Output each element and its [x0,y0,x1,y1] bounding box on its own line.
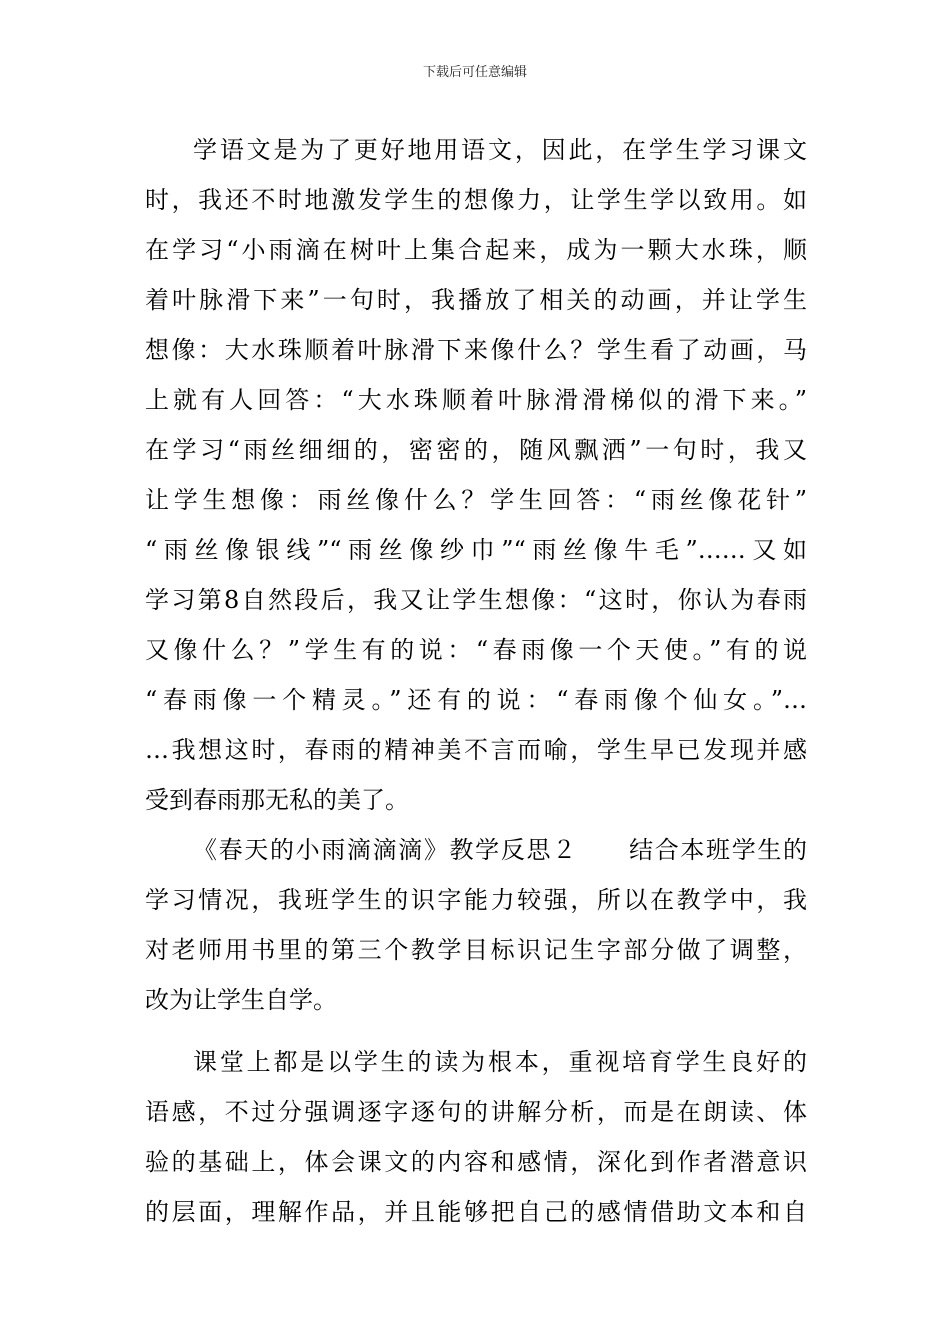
paragraph-1-line: 想像：大水珠顺着叶脉滑下来像什么？学生看了动画，马 [145,336,807,364]
paragraph-1-line: 在学习“雨丝细细的，密密的，随风飘洒”一句时，我又 [145,436,807,464]
paragraph-2-line: 《春天的小雨滴滴滴》教学反思２ 结合本班学生的 [193,836,807,864]
paragraph-1-line: 学语文是为了更好地用语文，因此，在学生学习课文 [193,136,807,164]
paragraph-1-line: 学习第8自然段后，我又让学生想像：“这时，你认为春雨 [145,586,807,614]
paragraph-spacer [145,1025,807,1037]
paragraph-1-line: 上就有人回答：“大水珠顺着叶脉滑滑梯似的滑下来。” [145,386,807,414]
paragraph-1-line: 让学生想像：雨丝像什么？学生回答：“雨丝像花针” [145,486,807,514]
paragraph-3-line: 的层面，理解作品，并且能够把自己的感情借助文本和自 [145,1198,807,1226]
paragraph-2-line: 改为让学生自学。 [145,986,337,1014]
paragraph-1-line: 着叶脉滑下来”一句时，我播放了相关的动画，并让学生 [145,286,807,314]
paragraph-1-line: 受到春雨那无私的美了。 [145,786,409,814]
paragraph-1-line: “春雨像一个精灵。”还有的说：“春雨像个仙女。”… [145,686,807,714]
paragraph-1-line: 时，我还不时地激发学生的想像力，让学生学以致用。如 [145,186,807,214]
paragraph-1-line: “雨丝像银线”“雨丝像纱巾”“雨丝像牛毛”……又如 [145,536,807,564]
paragraph-2-line: 对老师用书里的第三个教学目标识记生字部分做了调整， [145,936,807,964]
paragraph-1-line: 在学习“小雨滴在树叶上集合起来，成为一颗大水珠，顺 [145,236,807,264]
page-header: 下载后可任意编辑 [422,65,527,80]
paragraph-1-line: …我想这时，春雨的精神美不言而喻，学生早已发现并感 [145,736,807,764]
paragraph-3-line: 课堂上都是以学生的读为根本，重视培育学生良好的 [193,1048,807,1076]
body-text [145,125,807,1237]
paragraph-3-line: 语感，不过分强调逐字逐句的讲解分析，而是在朗读、体 [145,1098,807,1126]
paragraph-1-line: 又像什么？”学生有的说：“春雨像一个天使。”有的说 [145,636,807,664]
paragraph-2-line: 学习情况，我班学生的识字能力较强，所以在教学中，我 [145,886,807,914]
paragraph-3-line: 验的基础上，体会课文的内容和感情，深化到作者潜意识 [145,1148,807,1176]
